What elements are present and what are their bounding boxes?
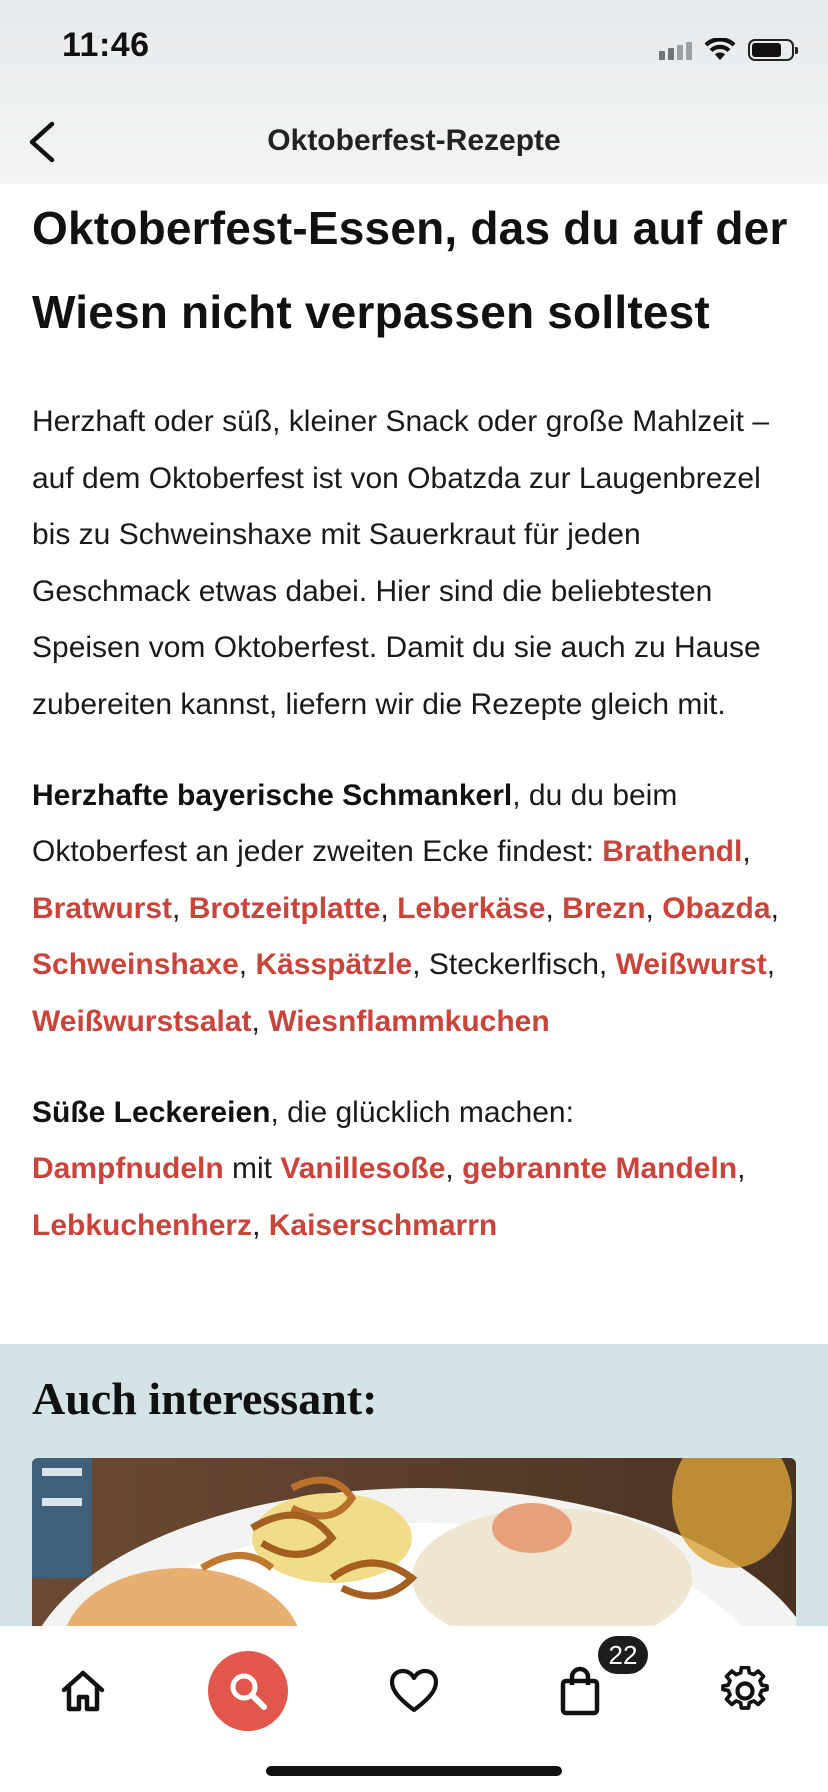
food-photo-illustration: [32, 1458, 796, 1626]
recipe-link-kaesspaetzle[interactable]: Kässpätzle: [255, 948, 413, 982]
status-icons: [659, 36, 794, 64]
cellular-signal-icon: [659, 40, 692, 60]
savory-heading: Herzhafte bayerische Schmankerl: [32, 778, 513, 812]
recipe-link-obazda[interactable]: Obazda: [662, 891, 771, 925]
gear-icon: [720, 1666, 770, 1716]
tab-home[interactable]: [38, 1646, 128, 1736]
heart-icon: [388, 1667, 440, 1715]
related-section: [0, 1344, 828, 1626]
search-active-indicator: [208, 1651, 288, 1731]
sweet-paragraph: Süße Leckereien, die glücklich machen: Dampfnudeln mit Vanillesoße, gebrannte Mandeln, Lebkuchenherz, Kaiserschmarrn: [32, 1095, 746, 1242]
home-icon: [58, 1666, 108, 1716]
shopping-bag-icon: [558, 1665, 602, 1717]
savory-lead-text: , du du beim Oktoberfest an jeder zweiten Ecke findest:: [32, 778, 678, 869]
top-bar: [0, 0, 828, 184]
recipe-link-schweinshaxe[interactable]: Schweinshaxe: [32, 948, 239, 982]
savory-paragraph: Herzhafte bayerische Schmankerl, du du beim Oktoberfest an jeder zweiten Ecke findest: Brathendl, Bratwurst, Brotzeitplatte, Leberkäse, Brezn, Obazda, Schweinshaxe, Kässpätzle, Steckerlfisch, Weißwurst, Weißwurstsalat, Wiesnflammkuchen: [32, 778, 779, 1038]
recipe-link-brezn[interactable]: Brezn: [562, 891, 646, 925]
article: [32, 186, 802, 1254]
battery-level: [752, 43, 781, 57]
recipe-link-bratwurst[interactable]: Bratwurst: [32, 891, 173, 925]
sweet-heading: Süße Leckereien: [32, 1095, 271, 1129]
article-headline: Oktoberfest-Essen, das du auf der Wiesn nicht verpassen solltest: [32, 202, 788, 338]
recipe-link-wiesnflammkuchen[interactable]: Wiesnflammkuchen: [268, 1004, 550, 1038]
recipe-link-brathendl[interactable]: Brathendl: [602, 835, 743, 869]
recipe-link-gebrannte-mandeln[interactable]: gebrannte Mandeln: [462, 1152, 738, 1186]
battery-icon: [748, 39, 794, 61]
tab-settings[interactable]: [700, 1646, 790, 1736]
wifi-icon: [704, 38, 736, 62]
recipe-link-leberkaese[interactable]: Leberkäse: [397, 891, 546, 925]
recipe-link-lebkuchenherz[interactable]: Lebkuchenherz: [32, 1208, 253, 1242]
plain-item-steckerlfisch: Steckerlfisch: [428, 948, 599, 982]
recipe-link-dampfnudeln[interactable]: Dampfnudeln: [32, 1152, 224, 1186]
nav-title: Oktoberfest-Rezepte: [267, 124, 561, 157]
article-intro: Herzhaft oder süß, kleiner Snack oder große Mahlzeit – auf dem Oktoberfest ist von Obatzda zur Laugenbrezel bis zu Schweinshaxe mit Sauerkraut für jeden Geschmack etwas dabei. Hier sind die beliebtesten Speisen vom Oktoberfest. Damit du sie auch zu Hause zubereiten kannst, liefern wir die Rezepte gleich mit.: [32, 405, 770, 721]
search-icon: [226, 1669, 270, 1713]
recipe-link-kaiserschmarrn[interactable]: Kaiserschmarrn: [268, 1208, 498, 1242]
sweet-lead-text: , die glücklich machen:: [270, 1095, 574, 1129]
related-title: Auch interessant:: [32, 1373, 378, 1424]
cart-count-badge: 22: [598, 1636, 648, 1674]
status-time: 11:46: [62, 26, 150, 64]
tab-search[interactable]: [203, 1646, 293, 1736]
recipe-link-weisswurstsalat[interactable]: Weißwurstsalat: [32, 1004, 252, 1038]
recipe-link-vanillesosse[interactable]: Vanillesoße: [280, 1152, 446, 1186]
related-recipe-image[interactable]: [32, 1458, 796, 1626]
recipe-link-brotzeitplatte[interactable]: Brotzeitplatte: [188, 891, 381, 925]
home-indicator: [266, 1766, 562, 1776]
recipe-link-weisswurst[interactable]: Weißwurst: [615, 948, 767, 982]
tab-favorites[interactable]: [369, 1646, 459, 1736]
